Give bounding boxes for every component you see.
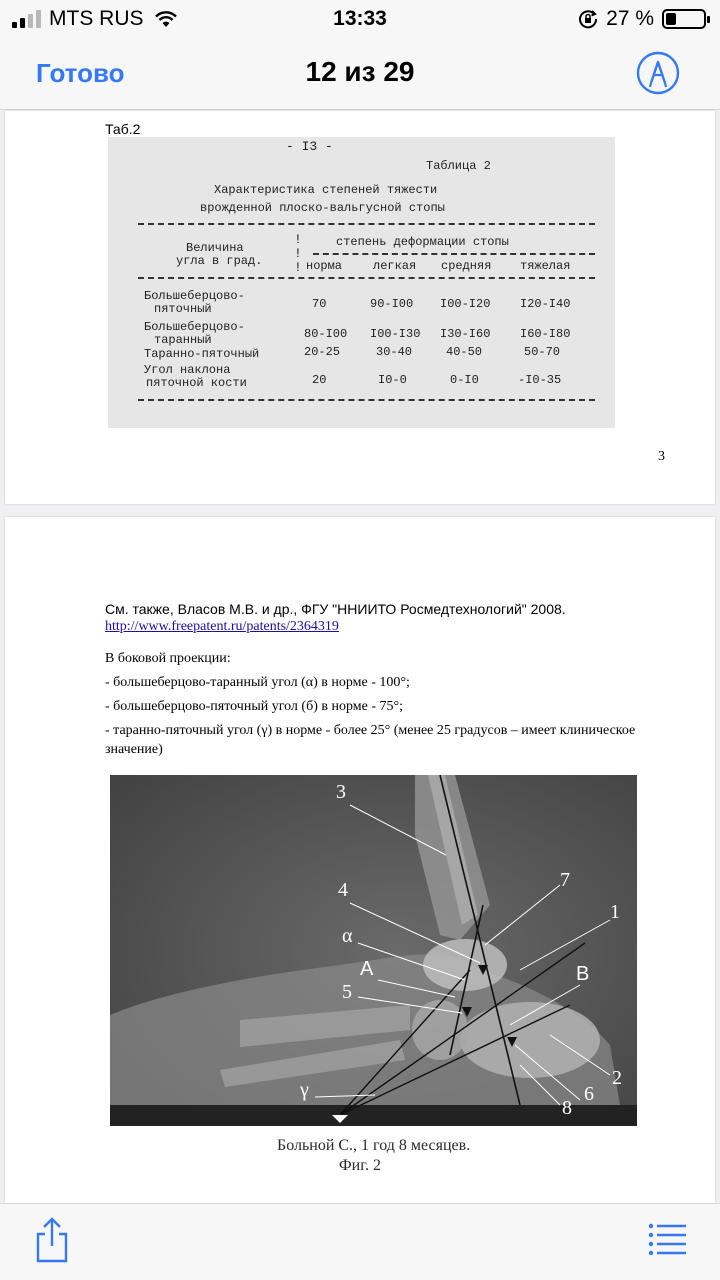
scan-heading-line1: Характеристика степеней тяжести [214, 183, 438, 197]
scan-row-label: Большеберцово- [144, 320, 245, 334]
rotation-lock-icon [578, 9, 598, 29]
figure-number: Фиг. 2 [339, 1157, 381, 1174]
figure-caption: Больной С., 1 год 8 месяцев. [277, 1137, 471, 1154]
scan-cell: I0-0 [378, 373, 407, 387]
xray-label-3: 3 [336, 781, 346, 803]
xray-label-5: 5 [342, 981, 352, 1003]
scan-table-label: Таблица 2 [426, 159, 491, 173]
xray-label-2: 2 [612, 1067, 622, 1089]
clock: 13:33 [333, 7, 387, 30]
document-page-4[interactable] [5, 517, 715, 1203]
patent-link[interactable]: http://www.freepatent.ru/patents/2364319 [105, 619, 339, 634]
scan-col-header-left-2: угла в град. [176, 254, 263, 268]
scan-column-separator: ! ! ! [294, 232, 302, 275]
xray-label-7: 7 [560, 869, 570, 891]
xray-label-B: B [576, 963, 590, 985]
markup-pen-icon[interactable] [636, 51, 680, 95]
xray-label-alpha: α [342, 925, 353, 947]
xray-label-4: 4 [338, 879, 348, 901]
angle-gamma-line: - таранно-пяточный угол (γ) в норме - более 25° (менее 25 градусов – имеет клиническое [105, 723, 636, 738]
scan-row-label: пяточной кости [146, 376, 247, 390]
angle-gamma-line-cont: значение) [105, 742, 163, 757]
scan-cell: I30-I60 [440, 327, 491, 341]
bottom-toolbar [0, 1203, 720, 1280]
table-label: Таб.2 [105, 121, 141, 137]
scan-row-label: пяточный [154, 302, 212, 316]
xray-label-gamma: γ [300, 1079, 309, 1101]
xray-label-6: 6 [584, 1083, 594, 1105]
scan-row-label: Таранно-пяточный [144, 347, 260, 361]
xray-label-A: A [360, 958, 374, 980]
scan-cell: I20-I40 [520, 297, 571, 311]
scan-row-label: таранный [154, 333, 212, 347]
battery-icon [662, 9, 706, 29]
scan-cell: 20-25 [304, 345, 341, 359]
thumbnail-list-icon[interactable] [648, 1222, 688, 1256]
status-bar [0, 0, 720, 40]
page-counter-title: 12 из 29 [305, 56, 415, 87]
navigation-bar [0, 40, 720, 110]
scan-cell: 90-I00 [370, 297, 414, 311]
scanned-table-image [108, 137, 615, 428]
battery-fill [666, 13, 676, 25]
scan-cell: 50-70 [524, 345, 561, 359]
scan-col-medium: средняя [441, 259, 492, 273]
share-icon[interactable] [32, 1216, 72, 1264]
xray-image [110, 775, 637, 1126]
scan-cell: I00-I20 [440, 297, 491, 311]
xray-label-1: 1 [610, 901, 620, 923]
status-right [578, 7, 706, 31]
scan-col-header-left-1: Величина [186, 241, 244, 255]
angle-alpha-line: - большеберцово-таранный угол (α) в норме - 100°; [105, 675, 410, 690]
scan-cell: 40-50 [446, 345, 483, 359]
scan-divider [313, 253, 595, 255]
see-also-text: См. также, Власов М.В. и др., ФГУ "ННИИТО Росмедтехнологий" 2008. [105, 601, 566, 617]
scan-divider [138, 399, 595, 401]
scan-cell: 80-I00 [304, 327, 348, 341]
scan-divider [138, 277, 595, 279]
scan-divider [138, 223, 595, 225]
document-page-3[interactable] [5, 111, 715, 504]
projection-heading: В боковой проекции: [105, 651, 231, 666]
scan-cell: 30-40 [376, 345, 413, 359]
scan-group-header: степень деформации стопы [336, 235, 509, 249]
angle-b-line: - большеберцово-пяточный угол (б) в норме - 75°; [105, 699, 403, 714]
scan-cell: 70 [312, 297, 327, 311]
scan-row-label: Большеберцово- [144, 289, 245, 303]
done-button[interactable]: Готово [36, 58, 125, 88]
page-number: 3 [658, 449, 665, 464]
scan-cell: -I0-35 [518, 373, 562, 387]
scan-heading-line2: врожденной плоско-вальгусной стопы [200, 201, 445, 215]
scan-page-marker: - I3 - [286, 139, 333, 154]
scan-cell: 0-I0 [450, 373, 479, 387]
scan-row-label: Угол наклона [144, 363, 231, 377]
scan-col-light: легкая [373, 259, 417, 273]
xray-label-8: 8 [562, 1097, 572, 1119]
scan-cell: I60-I80 [520, 327, 571, 341]
scan-col-severe: тяжелая [520, 259, 571, 273]
battery-percent: 27 % [606, 7, 654, 30]
scan-col-norm: норма [306, 259, 343, 273]
xray-illustration [110, 775, 637, 1126]
scan-cell: 20 [312, 373, 327, 387]
scan-cell: I00-I30 [370, 327, 421, 341]
carrier-name: MTS RUS [49, 7, 144, 30]
